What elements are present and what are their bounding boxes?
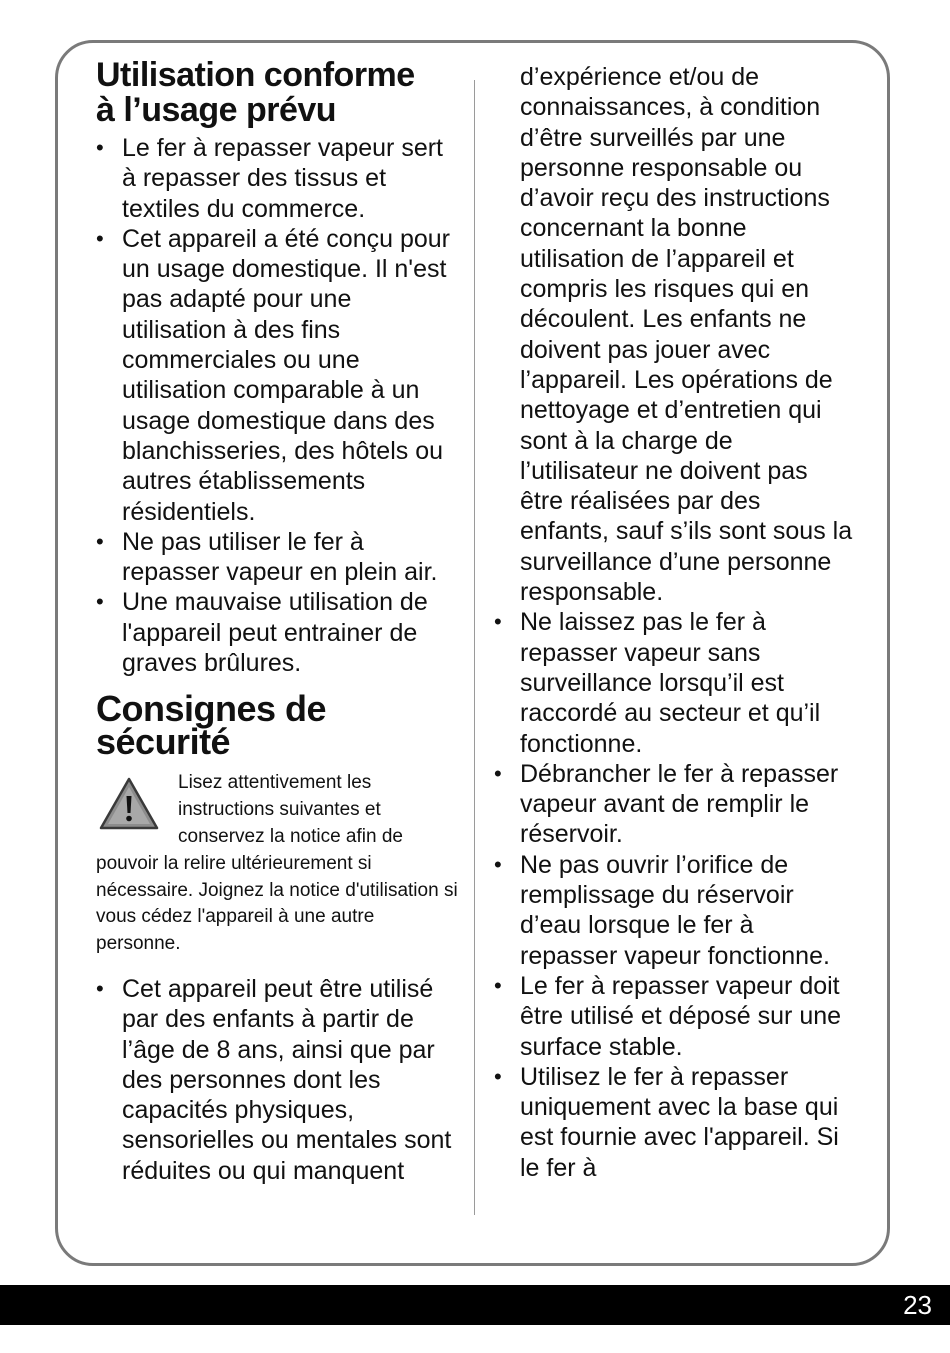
page-number: 23 xyxy=(903,1290,932,1320)
list-item-continuation: d’expérience et/ou de connaissances, à condition d’être surveillés par une personne responsable ou d’avoir reçu des instructions concernant la bonne utilisation de l’appareil et compris les risques qui en découlent. Les enfants ne doivent pas jouer avec l’appareil. Les opérations de nettoyage et d’entretien qui sont à la charge de l’utilisateur ne doivent pas être réalisées par des enfants, sauf s’ils sont sous la surveillance d’une personne responsable. xyxy=(520,63,853,607)
list-item: • Ne laissez pas le fer à repasser vapeur sans surveillance lorsqu’il est raccordé au secteur et qu’il fonctionne. xyxy=(494,607,856,758)
column-divider xyxy=(474,80,475,1215)
warning-text: Lisez attentivement les instructions suivantes et conservez la notice afin de pouvoir la relire ultérieurement si nécessaire. Joignez la notice d'utilisation si vous cédez l'appareil à une autre personne. xyxy=(96,772,458,955)
safety-list-left xyxy=(96,974,458,1186)
list-item: • Cet appareil a été conçu pour un usage domestique. Il n'est pas adapté pour une utilisation à des fins commerciales ou une utilisation comparable à un usage domestique dans des blanchisseries, des hôtels ou autres établissements résidentiels. xyxy=(96,224,458,527)
left-column xyxy=(96,58,458,1186)
section-title-usage: Utilisation conforme à l’usage prévu xyxy=(96,56,415,129)
list-item: • Une mauvaise utilisation de l'appareil peut entrainer de graves brûlures. xyxy=(96,587,458,678)
list-item: • Ne pas utiliser le fer à repasser vapeur en plein air. xyxy=(96,527,458,588)
list-item: • Utilisez le fer à repasser uniquement avec la base qui est fournie avec l'appareil. Si le fer à xyxy=(494,1062,856,1183)
list-item: • Débrancher le fer à repasser vapeur avant de remplir le réservoir. xyxy=(494,759,856,850)
footer-bar xyxy=(0,1285,950,1325)
warning-triangle-icon xyxy=(98,776,160,832)
list-item: • Cet appareil peut être utilisé par des enfants à partir de l’âge de 8 ans, ainsi que par des personnes dont les capacités physiques, sensorielles ou mentales sont réduites ou qui manquent xyxy=(96,974,458,1186)
list-item: • Le fer à repasser vapeur sert à repasser des tissus et textiles du commerce. xyxy=(96,133,458,224)
usage-list xyxy=(96,133,458,678)
list-item: • Le fer à repasser vapeur doit être utilisé et déposé sur une surface stable. xyxy=(494,971,856,1062)
right-column xyxy=(494,62,856,1183)
safety-list-right xyxy=(494,62,856,1183)
list-item: • Ne pas ouvrir l’orifice de remplissage du réservoir d’eau lorsque le fer à repasser vapeur fonctionne. xyxy=(494,850,856,971)
section-title-safety: Consignes de sécurité xyxy=(96,688,327,763)
warning-notice xyxy=(96,770,458,958)
